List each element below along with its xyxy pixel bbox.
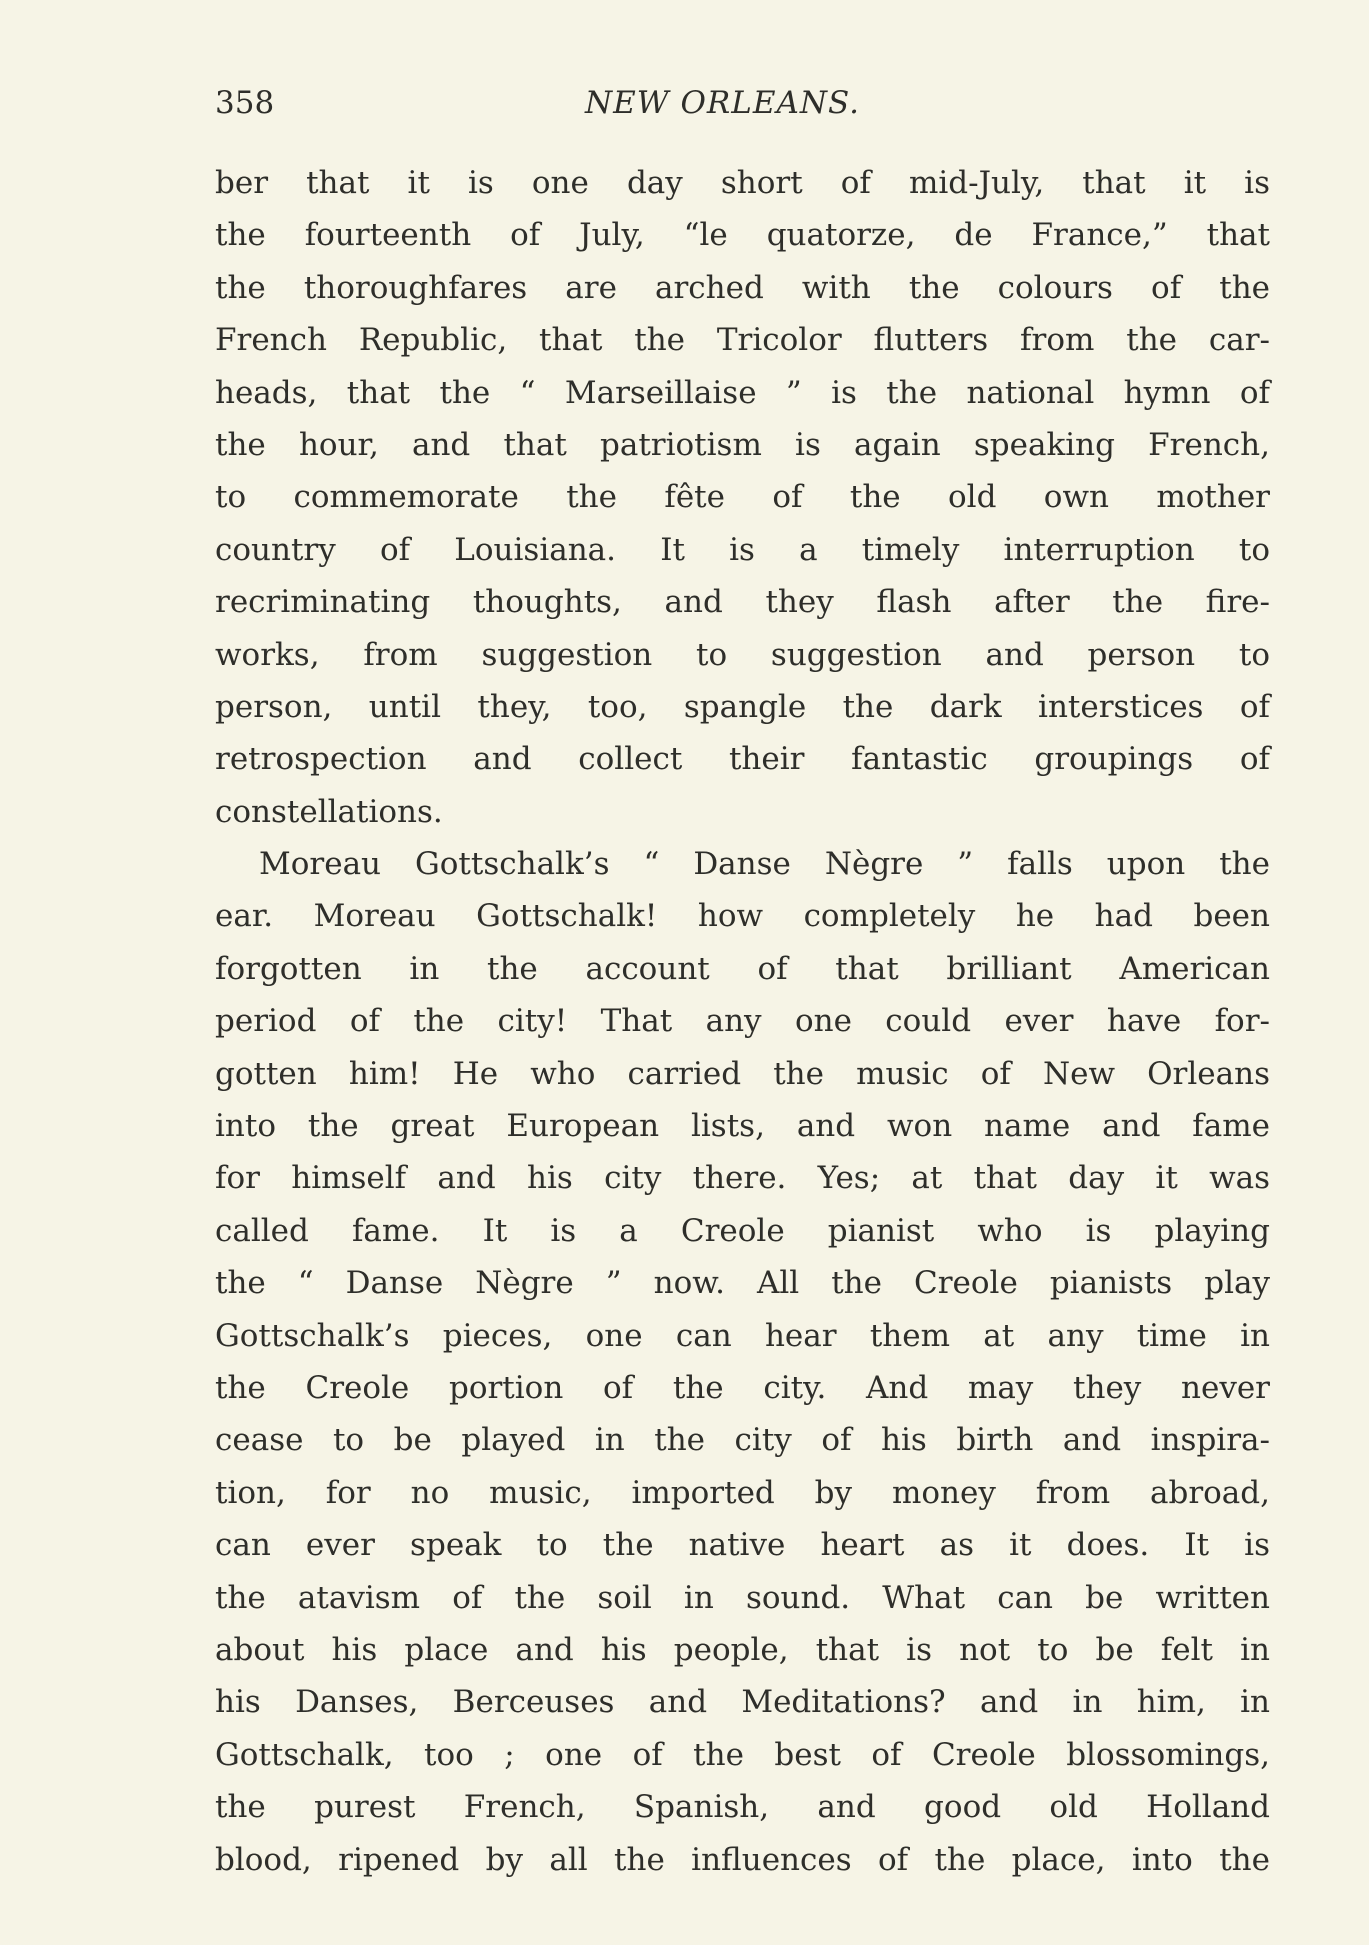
text-line: ear. Moreau Gottschalk! how completely he had been (215, 898, 1270, 935)
text-line: cease to be played in the city of his birth and inspira- (215, 1422, 1270, 1459)
text-line: retrospection and collect their fantastic groupings of (215, 741, 1270, 778)
text-line: to commemorate the fête of the old own mother (215, 479, 1270, 516)
text-line: the hour, and that patriotism is again speaking French, (215, 426, 1270, 463)
text-line: blood, ripened by all the influences of the place, into the (215, 1841, 1270, 1878)
running-head (215, 82, 1270, 124)
text-line: person, until they, too, spangle the dark interstices of (215, 688, 1270, 725)
text-line: the atavism of the soil in sound. What can be written (215, 1579, 1270, 1616)
text-line: tion, for no music, imported by money from abroad, (215, 1474, 1270, 1511)
text-line: the “ Danse Nègre ” now. All the Creole pianists play (215, 1265, 1270, 1302)
page-number: 358 (215, 85, 275, 121)
text-line: ber that it is one day short of mid-July, that it is (215, 165, 1270, 201)
text-line: recriminating thoughts, and they flash after the fire- (215, 584, 1270, 621)
text-line: the thoroughfares are arched with the colours of the (215, 269, 1270, 306)
text-line: country of Louisiana. It is a timely interruption to (215, 531, 1270, 568)
text-line: works, from suggestion to suggestion and person to (215, 636, 1270, 673)
text-line: period of the city! That any one could ever have for- (215, 1003, 1270, 1040)
text-line: heads, that the “ Marseillaise ” is the national hymn of (215, 374, 1270, 411)
text-line: can ever speak to the native heart as it does. It is (215, 1527, 1270, 1564)
text-line: the purest French, Spanish, and good old Holland (215, 1789, 1270, 1826)
text-line: gotten him! He who carried the music of New Orleans (215, 1055, 1270, 1092)
text-line: Gottschalk’s pieces, one can hear them at any time in (215, 1317, 1270, 1354)
text-line: Gottschalk, too ; one of the best of Creole blossomings, (215, 1736, 1270, 1773)
text-line: forgotten in the account of that brilliant American (215, 950, 1270, 987)
text-line: the fourteenth of July, “le quatorze, de France,” that (215, 217, 1270, 254)
text-line: about his place and his people, that is not to be felt in (215, 1631, 1270, 1668)
text-line: into the great European lists, and won name and fame (215, 1108, 1270, 1145)
text-line: French Republic, that the Tricolor flutters from the car- (215, 322, 1270, 359)
text-line: called fame. It is a Creole pianist who is playing (215, 1212, 1270, 1249)
text-line: the Creole portion of the city. And may they never (215, 1369, 1270, 1406)
text-line: for himself and his city there. Yes; at that day it was (215, 1160, 1270, 1197)
body-text (215, 157, 1270, 1886)
text-line: his Danses, Berceuses and Meditations? and in him, in (215, 1684, 1270, 1721)
paragraph-start-line: Moreau Gottschalk’s “ Danse Nègre ” falls upon the (259, 846, 1270, 883)
running-title: NEW ORLEANS. (585, 85, 860, 121)
paragraph-end-line: constellations. (215, 793, 443, 830)
